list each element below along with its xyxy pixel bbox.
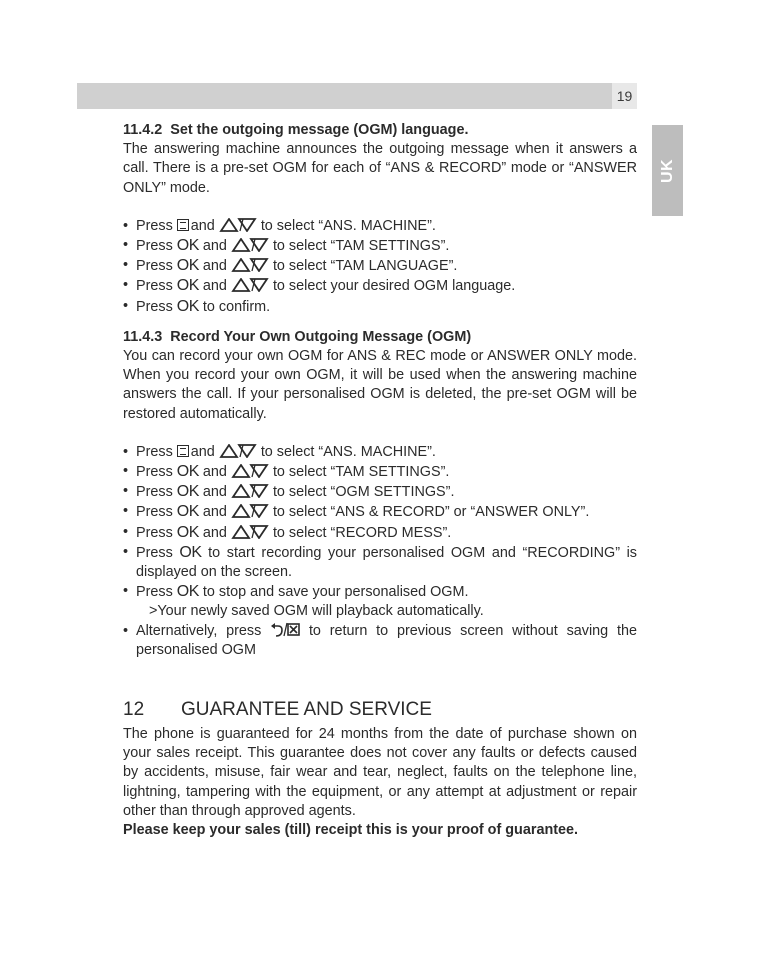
header-bar [77,83,612,109]
section-title: Record Your Own Outgoing Message (OGM) [170,328,472,345]
section-title: GUARANTEE AND SERVICE [181,699,432,721]
step-item: • Press OK and to select “RECORD MESS”. [123,523,637,543]
section-title: Set the outgoing message (OGM) language. [170,122,469,138]
step-item: • Press OK and to select “TAM LANGUAGE”. [123,256,637,276]
up-down-arrows-icon [231,464,269,478]
ok-key: OK [176,237,199,255]
section-number: 11.4.2 [123,122,163,138]
ok-key: OK [176,523,199,541]
section-11-4-2-heading [123,121,637,140]
ok-key: OK [179,543,202,561]
up-down-arrows-icon [231,525,269,539]
step-item: • Press OK to confirm. [123,297,637,317]
back-clear-icon [270,622,300,637]
ok-key: OK [176,583,199,601]
step-item: • Press OK and to select “ANS & RECORD” or “ANSWER ONLY”. [123,502,637,522]
up-down-arrows-icon [231,238,269,252]
step-item: • Press OK to start recording your personalised OGM and “RECORDING” is displayed on the screen. [123,543,637,582]
step-item: • Press OK and to select your desired OGM language. [123,276,637,296]
up-down-arrows-icon [231,258,269,272]
guarantee-body: The phone is guaranteed for 24 months from the date of purchase shown on your sales receipt. This guarantee does not cover any faults or defects caused by accidents, misuse, fair wear and tear, neglect, faults on the telephone line, lightning, tampering with the equipment, or any attempt at adjustment or repair other than through approved agents. [123,726,637,819]
step-item: • Press OK to stop and save your personalised OGM. >Your newly saved OGM will playback automatically. [123,582,637,621]
section-11-4-2-intro: The answering machine announces the outgoing message when it answers a call. There is a pre-set OGM for each of “ANS & RECORD” mode or “ANSWER ONLY” mode. [123,141,637,196]
ok-key: OK [176,463,199,481]
section-11-4-3-heading [123,328,637,347]
step-item: • Press OK and to select “TAM SETTINGS”. [123,462,637,482]
up-down-arrows-icon [231,278,269,292]
section-number: 12 [123,699,145,721]
step-item: • Press OK and to select “OGM SETTINGS”. [123,482,637,502]
step-note: >Your newly saved OGM will playback automatically. [149,603,484,620]
language-tab-label: UK [658,158,676,183]
guarantee-emphasis: Please keep your sales (till) receipt this is your proof of guarantee. [123,822,579,839]
up-down-arrows-icon [231,504,269,518]
step-item: • Press and to select “ANS. MACHINE”. [123,443,637,462]
ok-key: OK [176,257,199,275]
ok-key: OK [176,297,199,315]
menu-icon [177,445,189,457]
ok-key: OK [176,277,199,295]
section-11-4-3-intro: You can record your own OGM for ANS & REC mode or ANSWER ONLY mode. When you record your own OGM, it will be used when the answering machine answers the call. If your personalised OGM is deleted, the pre-set OGM will be restored automatically. [123,348,637,422]
section-12-heading [123,698,637,722]
page-content [123,121,637,840]
up-down-arrows-icon [231,484,269,498]
section-11-4-2-steps [123,217,637,317]
ok-key: OK [176,483,199,501]
menu-icon [177,219,189,231]
up-down-arrows-icon [219,218,257,232]
section-11-4-3-steps [123,443,637,660]
step-item: • Press OK and to select “TAM SETTINGS”. [123,236,637,256]
language-tab [652,125,683,216]
section-number: 11.4.3 [123,328,163,345]
step-item: • Press and to select “ANS. MACHINE”. [123,217,637,236]
ok-key: OK [176,503,199,521]
step-item: • Alternatively, press to return to previous screen without saving the personalised OGM [123,622,637,660]
page-number: 19 [612,83,637,109]
up-down-arrows-icon [219,444,257,458]
